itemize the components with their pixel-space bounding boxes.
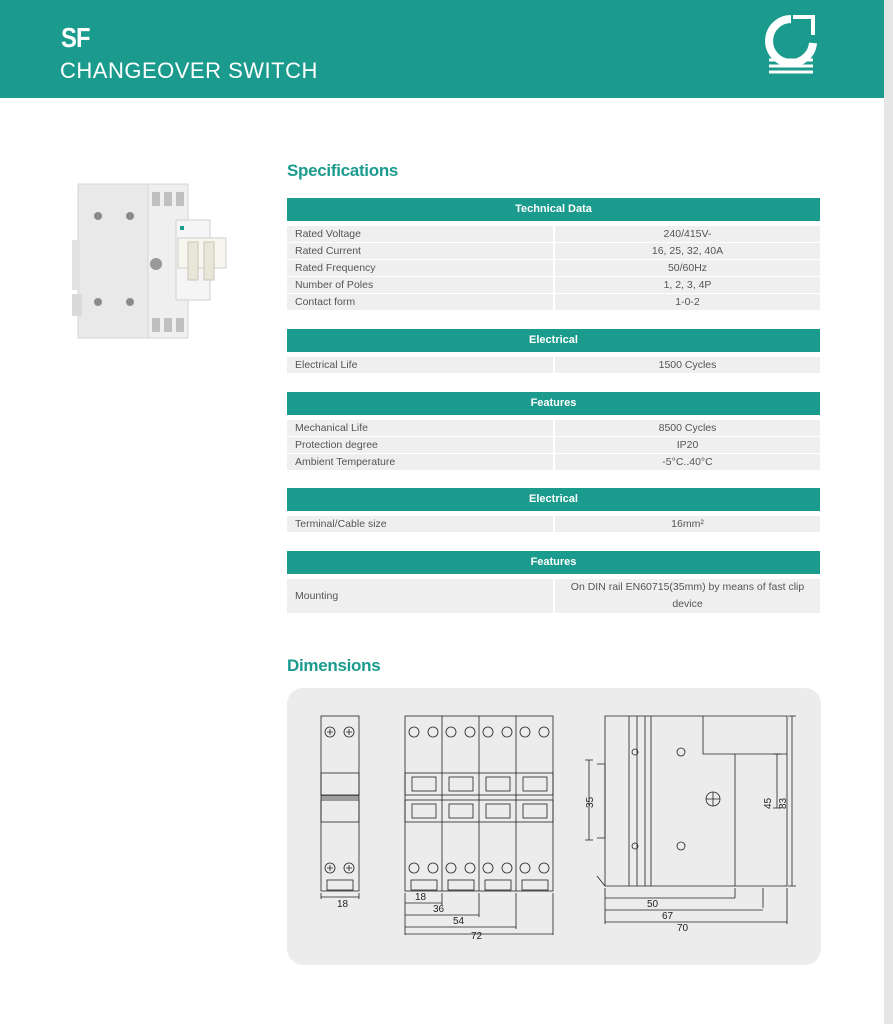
- row-label: Rated Frequency: [287, 260, 553, 276]
- row-value: 240/415V-: [555, 226, 820, 242]
- dim-label-single-width: 18: [337, 899, 349, 910]
- table-row: [287, 294, 820, 310]
- table-row: [287, 357, 820, 373]
- row-value: [555, 579, 820, 613]
- table-row: [287, 454, 820, 470]
- mounting-value-line2: device: [672, 598, 703, 610]
- table-row: [287, 226, 820, 242]
- table-header-electrical-2: Electrical: [287, 488, 820, 511]
- four-pole-front-view: [405, 716, 553, 935]
- dim-label-83: 83: [778, 797, 789, 809]
- row-value: 1, 2, 3, 4P: [555, 277, 820, 293]
- dimensions-heading: Dimensions: [287, 656, 381, 675]
- row-label: Electrical Life: [287, 357, 553, 373]
- dim-label-67: 67: [662, 911, 674, 922]
- table-row: [287, 260, 820, 276]
- table-row: [287, 420, 820, 436]
- row-value: 1-0-2: [555, 294, 820, 310]
- dim-label-36: 36: [433, 904, 445, 915]
- row-label: Rated Voltage: [287, 226, 553, 242]
- dim-label-54: 54: [453, 916, 465, 927]
- row-value: IP20: [555, 437, 820, 453]
- dim-label-50: 50: [647, 899, 659, 910]
- row-value: 8500 Cycles: [555, 420, 820, 436]
- row-value: 50/60Hz: [555, 260, 820, 276]
- row-label: Terminal/Cable size: [287, 516, 553, 532]
- row-value: 16mm²: [555, 516, 820, 532]
- page-title: SF: [61, 22, 90, 53]
- specifications-heading: Specifications: [287, 161, 399, 180]
- table-header-features-2: Features: [287, 551, 820, 574]
- row-label: Ambient Temperature: [287, 454, 553, 470]
- right-edge-bar: [884, 0, 893, 1024]
- mounting-value-line1: On DIN rail EN60715(35mm) by means of fast clip: [570, 581, 805, 593]
- row-value: -5°C..40°C: [555, 454, 820, 470]
- row-label: Protection degree: [287, 437, 553, 453]
- dim-label-70: 70: [677, 923, 689, 934]
- row-label: Contact form: [287, 294, 553, 310]
- page-subtitle: CHANGEOVER SWITCH: [60, 58, 318, 83]
- table-header-technical-data: Technical Data: [287, 198, 820, 221]
- single-pole-front-view: [321, 716, 359, 899]
- row-label: Mounting: [287, 579, 553, 613]
- brand-logo-icon: [763, 13, 819, 81]
- dim-label-35: 35: [585, 796, 596, 808]
- changeover-switch-photo: [72, 178, 232, 346]
- side-view: [585, 716, 796, 924]
- dim-label-45: 45: [763, 797, 774, 809]
- row-label: Mechanical Life: [287, 420, 553, 436]
- dim-label-18: 18: [415, 892, 427, 903]
- table-header-electrical: Electrical: [287, 329, 820, 352]
- table-row: [287, 277, 820, 293]
- dimension-drawing: [287, 688, 821, 965]
- row-label: Number of Poles: [287, 277, 553, 293]
- dim-label-72: 72: [471, 931, 483, 942]
- table-row: [287, 516, 820, 532]
- row-value: 1500 Cycles: [555, 357, 820, 373]
- row-label: Rated Current: [287, 243, 553, 259]
- table-header-features: Features: [287, 392, 820, 415]
- row-value: 16, 25, 32, 40A: [555, 243, 820, 259]
- table-row: [287, 243, 820, 259]
- table-row: [287, 437, 820, 453]
